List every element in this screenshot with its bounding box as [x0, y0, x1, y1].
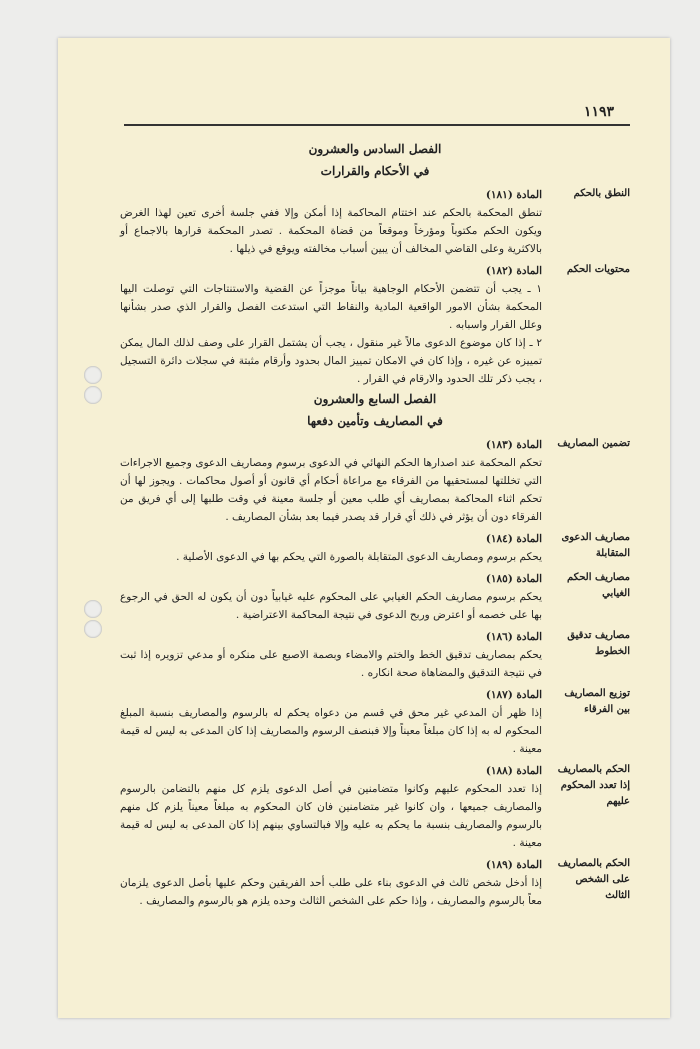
- margin-note: مصاريف الحكم الغيابي: [567, 572, 630, 599]
- article-title: المادة (١٨٨): [485, 765, 542, 777]
- article-body: [120, 762, 542, 852]
- article-body: [120, 628, 542, 682]
- article-text: [120, 780, 542, 852]
- article-text: [120, 454, 542, 526]
- article-title: المادة (١٨١): [485, 189, 542, 201]
- margin-note: تضمين المصاريف: [557, 438, 630, 449]
- document-page: [58, 38, 670, 1018]
- article-title: المادة (١٨٢): [485, 265, 542, 277]
- article: [120, 570, 630, 624]
- article-body: [120, 186, 542, 258]
- article: [120, 262, 630, 388]
- article-paragraph: ١ ـ يجب أن تتضمن الأحكام الوجاهية بياناً موجزاً عن القضية والاستنتاجات التي توصلت اليها المحكمة بشأن الامور الواقعية المادية والنقاط التي استدعت الفصل والقرار الذي صدر بشأنها وعلل القرار واسبابه .: [120, 283, 542, 331]
- article-text: [120, 204, 542, 258]
- margin-note: مصاريف تدقيق الخطوط: [567, 630, 630, 657]
- punch-hole: [84, 620, 102, 638]
- page-number: ١١٩٣: [583, 104, 614, 120]
- header-rule: [124, 124, 630, 126]
- punch-hole: [84, 600, 102, 618]
- article-title: المادة (١٨٧): [485, 689, 542, 701]
- article-paragraph: يحكم برسوم مصاريف الحكم الغيابي على المحكوم عليه غيابياً دون أن يكون له الحق في الرجوع بها على خصمه أو اعترض وربح الدعوى في نتيجة المحاكمة الاعتراضية .: [120, 591, 542, 621]
- margin-note: توزيع المصاريف بين الفرقاء: [564, 688, 630, 715]
- article-body: [120, 262, 542, 388]
- article: [120, 186, 630, 258]
- article-paragraph: يحكم برسوم ومصاريف الدعوى المتقابلة بالصورة التي يحكم بها في الدعوى الأصلية .: [176, 551, 542, 563]
- margin-note: الحكم بالمصاريف إذا تعدد المحكوم عليهم: [557, 764, 630, 807]
- punch-hole: [84, 366, 102, 384]
- article-paragraph: إذا ظهر أن المدعي غير محق في قسم من دعواه يحكم له بالرسوم والمصاريف بنسبة المبلغ المحكوم له به إذا كان مبلغاً معيناً وإلا فبنصف الرسوم والمصاريف إذا كان المدعى به ليس له قيمة معينة .: [120, 707, 542, 755]
- chapter-title: الفصل السادس والعشرون: [308, 142, 442, 156]
- document-body: [120, 138, 630, 998]
- article-body: [120, 856, 542, 910]
- article-text: [120, 588, 542, 624]
- article: [120, 686, 630, 758]
- article-title: المادة (١٨٥): [485, 573, 542, 585]
- article-paragraph: ٢ ـ إذا كان موضوع الدعوى مالاً غير منقول ، يجب أن يشتمل القرار على وصف لذلك المال يمكن تمييزه عن غيره ، وإذا كان في الامكان تمييز المال بحدود وأرقام مثبتة في سجلات دائرة التسجيل ، يجب ذكر تلك الحدود والارقام في القرار .: [120, 337, 542, 385]
- article-title: المادة (١٨٤): [485, 533, 542, 545]
- article-text: [120, 874, 542, 910]
- article-body: [120, 530, 542, 566]
- article: [120, 762, 630, 852]
- margin-note: النطق بالحكم: [573, 188, 630, 199]
- article-title: المادة (١٨٩): [485, 859, 542, 871]
- article: [120, 436, 630, 526]
- article-text: [120, 646, 542, 682]
- margin-note: الحكم بالمصاريف على الشخص الثالث: [557, 858, 630, 901]
- article-paragraph: تحكم المحكمة عند اصدارها الحكم النهائي في الدعوى برسوم ومصاريف الدعوى وجميع الاجراءات التي تخللتها لمستحقيها من الفرقاء مع مراعاة أحكام أي قانون أو أصول محاكمات . ويجوز لها أن تحكم اثناء المحاكمة بمصاريف أي طلب معين أو جلسة معينة في وقت طلبها إلى أي فريق من الفرقاء دون أن يؤثر في ذلك أي قرار قد يصدر فيما بعد بشأن المصاريف .: [120, 457, 542, 523]
- article-paragraph: يحكم بمصاريف تدقيق الخط والختم والامضاء وبصمة الاصبع على منكره أو مدعي تزويره إذا ثبت في نتيجة التدقيق والمضاهاة صحة انكاره .: [120, 649, 542, 679]
- chapter-title: الفصل السابع والعشرون: [313, 392, 437, 406]
- margin-note: محتويات الحكم: [566, 264, 630, 275]
- article-paragraph: تنطق المحكمة بالحكم عند اختتام المحاكمة إذا أمكن وإلا ففي جلسة أخرى تعين لهذا الغرض ويكون الحكم مكتوباً ومؤرخاً وموقعاً من قضاة المحكمة . تصدر المحكمة قرارها بالاجماع أو بالاكثرية وعلى القاضي المخالف أن يبين أسباب مخالفته ويوقع في ذيلها .: [120, 207, 542, 255]
- article-title: المادة (١٨٦): [485, 631, 542, 643]
- article-paragraph: إذا أدخل شخص ثالث في الدعوى بناء على طلب أحد الفريقين وحكم عليها بأصل الدعوى يلزمان معاً بالرسوم والمصاريف ، وإذا حكم على الشخص الثالث وحده يلزم هو بالرسوم والمصاريف .: [120, 877, 542, 907]
- margin-note: مصاريف الدعوى المتقابلة: [561, 532, 630, 559]
- article: [120, 628, 630, 682]
- chapter-subtitle: في المصاريف وتأمين دفعها: [307, 414, 443, 428]
- article: [120, 856, 630, 910]
- article-body: [120, 686, 542, 758]
- article-paragraph: إذا تعدد المحكوم عليهم وكانوا متضامنين في أصل الدعوى يلزم كل منهم بالتضامن بالرسوم والمصاريف جميعها ، وان كانوا غير متضامنين فان كان المحكوم به مبلغاً معيناً يلزم كل منهم بالرسوم والمصاريف بنسبة ما يحكم به عليه وإلا فبالتساوي بينهم إذا كان المدعى به ليس له قيمة معينة .: [120, 783, 542, 849]
- punch-hole: [84, 386, 102, 404]
- article-body: [120, 436, 542, 526]
- chapter-subtitle: في الأحكام والقرارات: [320, 164, 430, 178]
- article-text: [120, 548, 542, 566]
- article-text: [120, 280, 542, 388]
- article-body: [120, 570, 542, 624]
- article-text: [120, 704, 542, 758]
- article-title: المادة (١٨٣): [485, 439, 542, 451]
- article: [120, 530, 630, 566]
